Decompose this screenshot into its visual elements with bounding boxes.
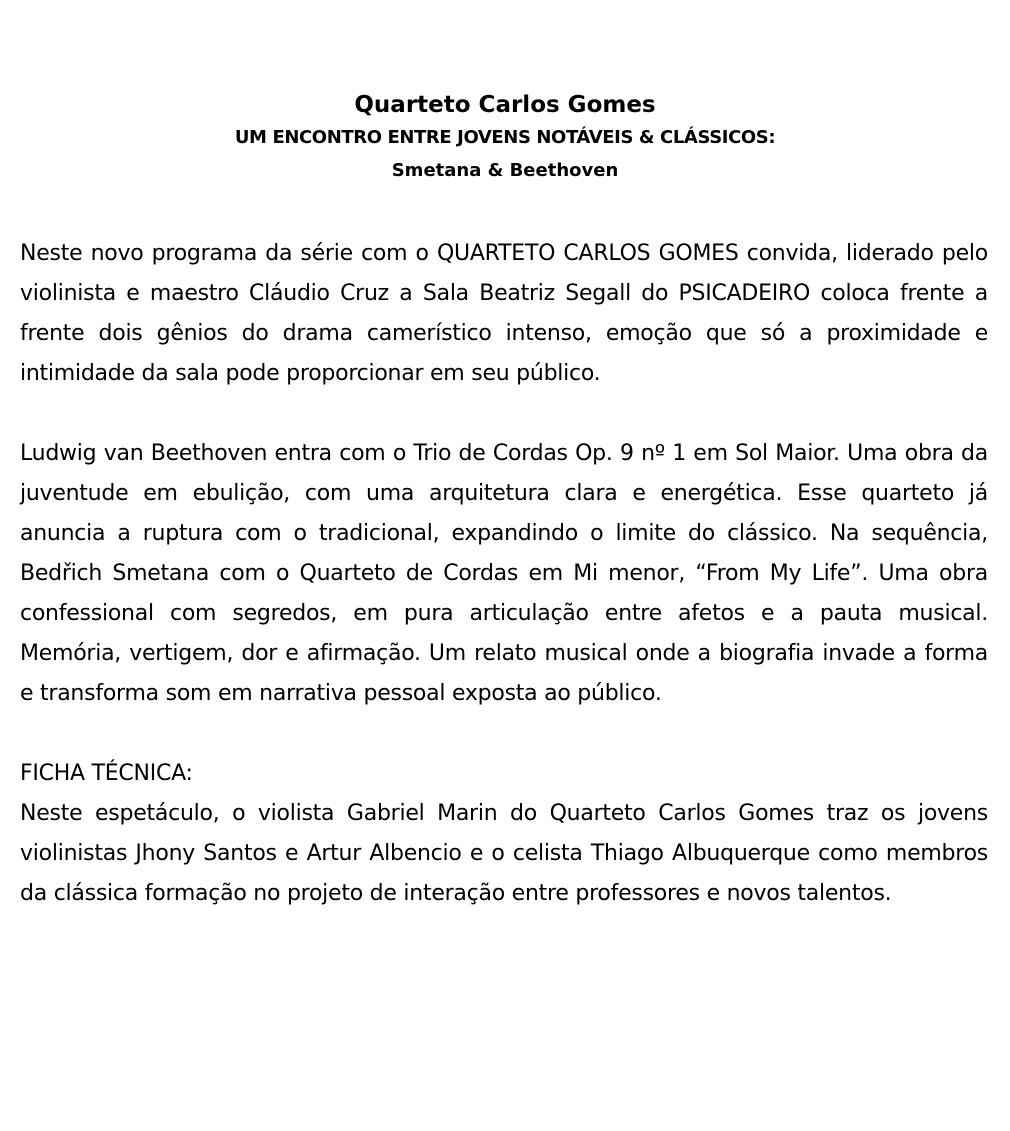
paragraph-spacer (20, 394, 988, 434)
document-header (0, 88, 1010, 188)
document-body (20, 234, 988, 914)
intro-paragraph: Neste novo programa da série com o QUARTETO CARLOS GOMES convida, liderado pelo violinista e maestro Cláudio Cruz a Sala Beatriz Segall do PSICADEIRO coloca frente a frente dois gênios do drama camerístico intenso, emoção que só a proximidade e intimidade da sala pode proporcionar em seu público. (20, 241, 988, 386)
credits-paragraph: Neste espetáculo, o violista Gabriel Marin do Quarteto Carlos Gomes traz os jovens violinistas Jhony Santos e Artur Albencio e o celista Thiago Albuquerque como membros da clássica formação no projeto de interação entre professores e novos talentos. (20, 801, 988, 906)
credits-heading: FICHA TÉCNICA: (20, 761, 193, 786)
paragraph-spacer (20, 714, 988, 754)
program-paragraph: Ludwig van Beethoven entra com o Trio de Cordas Op. 9 nº 1 em Sol Maior. Uma obra da juventude em ebulição, com uma arquitetura clara e energética. Esse quarteto já anuncia a ruptura com o tradicional, expandindo o limite do clássico. Na sequência, Bedřich Smetana com o Quarteto de Cordas em Mi menor, “From My Life”. Uma obra confessional com segredos, em pura articulação entre afetos e a pauta musical. Memória, vertigem, dor e afirmação. Um relato musical onde a biografia invade a forma e transforma som em narrativa pessoal exposta ao público. (20, 441, 988, 706)
document-subtitle-composers: Smetana & Beethoven (391, 160, 619, 181)
document-subtitle: UM ENCONTRO ENTRE JOVENS NOTÁVEIS & CLÁSSICOS: (234, 127, 776, 148)
document-title: Quarteto Carlos Gomes (354, 92, 656, 118)
